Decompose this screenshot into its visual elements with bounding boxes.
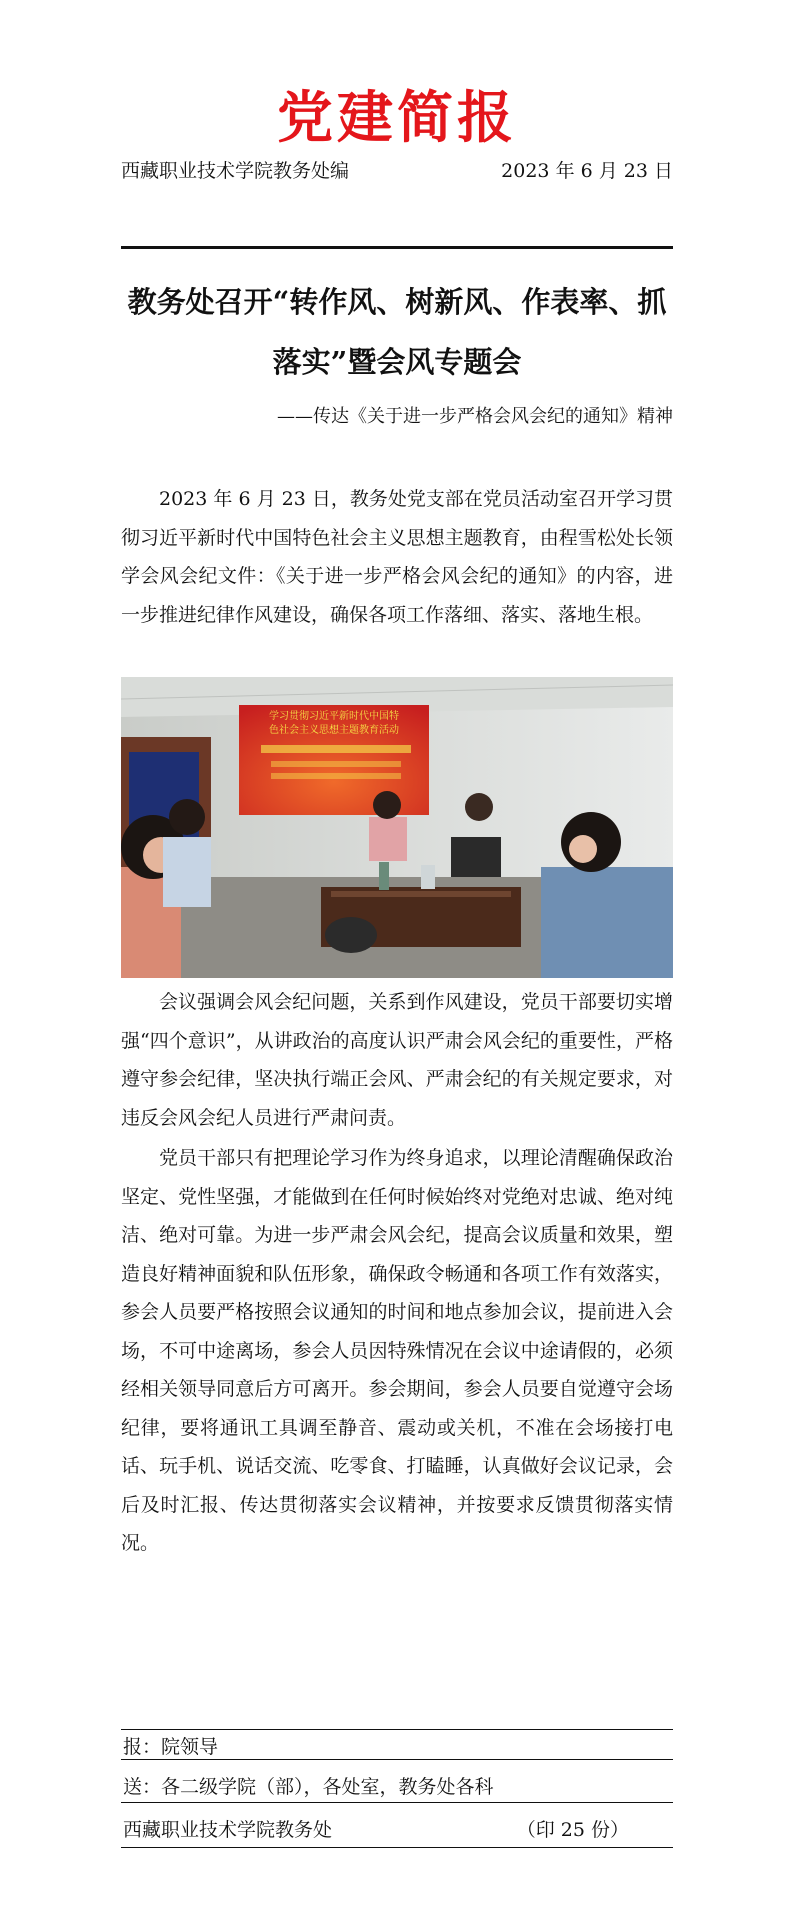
paragraph-emphasis: 会议强调会风会纪问题，关系到作风建设，党员干部要切实增强“四个意识”，从讲政治的高度认识严肃会风会纪的重要性，严格遵守参会纪律，坚决执行端正会风、严肃会纪的有关规定要求，对违反会风会纪人员进行严肃问责。	[121, 991, 673, 1129]
footer-divider	[121, 1759, 673, 1760]
footer-divider	[121, 1729, 673, 1730]
footer-publisher-row	[123, 1815, 671, 1842]
header-divider	[121, 246, 673, 249]
screen-text-line1: 学习贯彻习近平新时代中国特	[269, 711, 399, 722]
footer-divider	[121, 1847, 673, 1848]
paragraph-requirements: 党员干部只有把理论学习作为终身追求，以理论清醒确保政治坚定、党性坚强，才能做到在任何时候始终对党绝对忠诚、绝对纯洁、绝对可靠。为进一步严肃会风会纪，提高会议质量和效果，塑造良好精神面貌和队伍形象，确保政令畅通和各项工作有效落实，参会人员要严格按照会议通知的时间和地点参加会议，提前进入会场，不可中途离场，参会人员因特殊情况在会议中途请假的，必须经相关领导同意后方可离开。参会期间，参会人员要自觉遵守会场纪律，要将通讯工具调至静音、震动或关机，不准在会场接打电话、玩手机、说话交流、吃零食、打瞌睡，认真做好会议记录，会后及时汇报、传达贯彻落实会议精神，并按要求反馈贯彻落实情况。	[121, 1147, 673, 1554]
masthead-title: 党建简报	[277, 86, 517, 151]
article-subtitle: ——传达《关于进一步严格会风会纪的通知》精神	[277, 406, 673, 427]
footer-copies: （印 25 份）	[516, 1819, 629, 1841]
article-title-line1: 教务处召开“转作风、树新风、作表率、抓	[127, 285, 667, 319]
issuer-name: 西藏职业技术学院教务处编	[121, 160, 350, 182]
footer-publisher: 西藏职业技术学院教务处	[123, 1819, 333, 1841]
footer-divider	[121, 1802, 673, 1803]
footer-report-to: 报：院领导	[123, 1736, 219, 1758]
meeting-photo	[121, 677, 673, 978]
screen-text-line2: 色社会主义思想主题教育活动	[269, 725, 399, 736]
paragraph-intro: 2023 年 6 月 23 日，教务处党支部在党员活动室召开学习贯彻习近平新时代中国特色社会主义思想主题教育，由程雪松处长领学会风会纪文件：《关于进一步严格会风会纪的通知》的内容，进一步推进纪律作风建设，确保各项工作落细、落实、落地生根。	[121, 488, 673, 626]
footer-send-to: 送：各二级学院（部），各处室，教务处各科	[123, 1776, 494, 1798]
issue-date: 2023 年 6 月 23 日	[501, 160, 673, 182]
article-title-line2: 落实”暨会风专题会	[272, 345, 522, 379]
